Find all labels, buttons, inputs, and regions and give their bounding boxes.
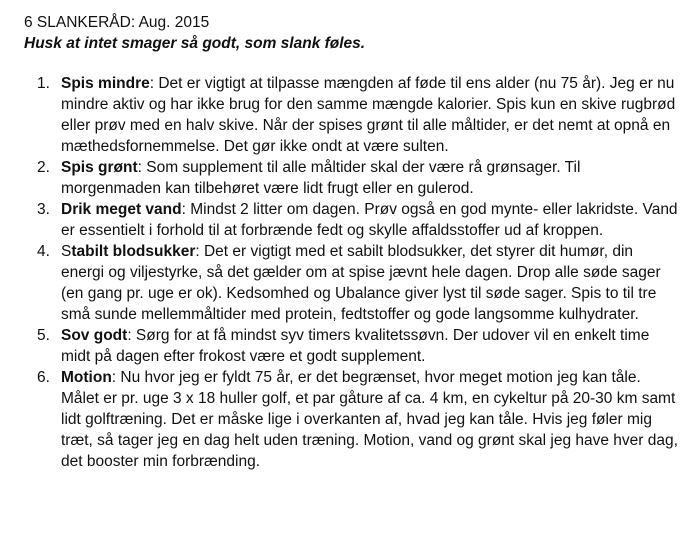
tip-text: : Nu hvor jeg er fyldt 75 år, er det begrænset, hvor meget motion jeg kan tåle. Målet er pr. uge 3 x 18 huller golf, et par gåture af ca. 4 km, en cykeltur på 20-30 km samt lidt golftræning. Det er måske lige i overkanten af, hvad jeg kan tåle. Hvis jeg føler mig træt, så tager jeg en dag helt uden træning. Motion, vand og grønt skal jeg have hver dag, det booster min forbrænding.: [61, 369, 678, 470]
tip-item-5: [24, 325, 678, 367]
tip-title: Spis grønt: [61, 159, 138, 176]
tip-item-1: [24, 73, 678, 157]
tip-text: : Det er vigtigt at tilpasse mængden af føde til ens alder (nu 75 år). Jeg er nu mindre aktiv og har ikke brug for den samme mængde kalorier. Spis kun en skive rugbrød eller prøv med en halv skive. Når der spises grønt til alle måltider, er det nemt at opnå en mæthedsfornemmelse. Det gør ikke ondt at være sulten.: [61, 75, 676, 155]
tip-title: Spis mindre: [61, 75, 150, 92]
tip-item-6: [24, 367, 678, 472]
document-subtitle: Husk at intet smager så godt, som slank føles.: [24, 35, 366, 52]
tip-item-3: [24, 199, 678, 241]
tip-item-4: [24, 241, 678, 325]
tip-number: 6.: [37, 369, 50, 386]
tip-number: 5.: [37, 327, 50, 344]
tip-title: Drik meget vand: [61, 201, 182, 218]
tip-number: 4.: [37, 243, 50, 260]
tip-text: : Mindst 2 litter om dagen. Prøv også en god mynte- eller lakridste. Vand er essentielt i forhold til at forbrænde fedt og skylle affaldsstoffer ud af kroppen.: [61, 201, 678, 239]
tip-number: 3.: [37, 201, 50, 218]
tip-number: 1.: [37, 75, 50, 92]
tip-number: 2.: [37, 159, 50, 176]
tip-title: Sov godt: [61, 327, 128, 344]
tip-title: tabilt blodsukker: [71, 243, 196, 260]
document-header: 6 SLANKERÅD: Aug. 2015: [24, 14, 210, 31]
tip-title: Motion: [61, 369, 112, 386]
tip-title-initial: S: [61, 243, 72, 260]
tip-text: : Det er vigtigt med et sabilt blodsukker, det styrer dit humør, din energi og viljestyrke, så det gælder om at spise jævnt hele dagen. Drop alle søde sager (en gang pr. uge er ok). Kedsomhed og Ubalance giver lyst til søde sager. Spis to til tre små sunde mellemmåltider med protein, fedtstoffer og gode langsomme kulhydrater.: [61, 243, 661, 323]
tip-text: : Sørg for at få mindst syv timers kvalitetssøvn. Der udover vil en enkelt time midt på dagen efter frokost være et godt supplement.: [61, 327, 650, 365]
tip-text: : Som supplement til alle måltider skal der være rå grønsager. Til morgenmaden kan tilbehøret være lidt frugt eller en gulerod.: [61, 159, 581, 197]
tip-item-2: [24, 157, 678, 199]
tips-list: [24, 73, 678, 472]
